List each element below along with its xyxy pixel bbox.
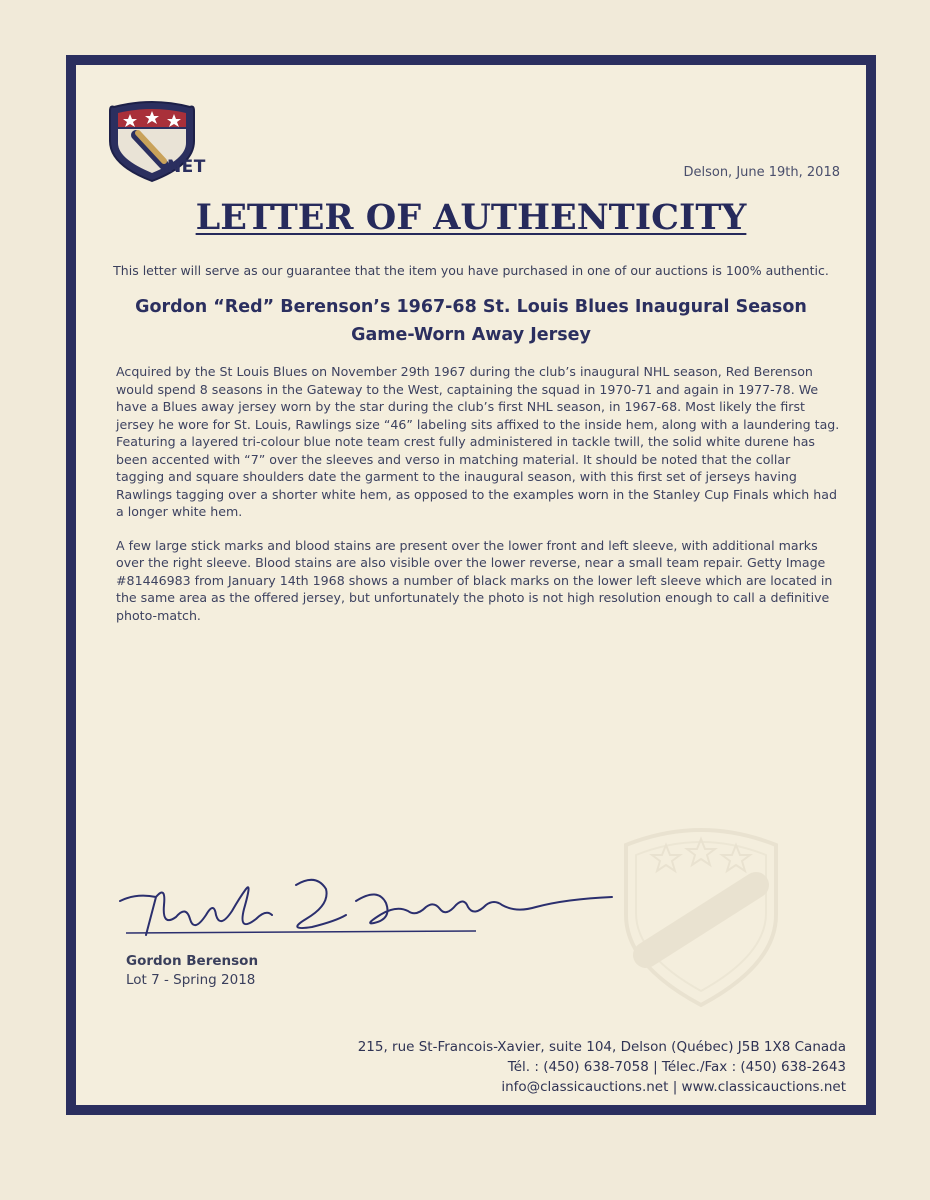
signer-name: Gordon Berenson <box>126 953 259 969</box>
body-paragraph-2: A few large stick marks and blood stains are present over the lower front and left sleeve, with additional marks over the right sleeve. Blood stains are also visible over the lower reverse, near a small team repair. Getty Image #81446983 from January 14th 1968 shows a number of black marks on the lower left sleeve which are located in the same area as the offered jersey, but unfortunately the photo is not high resolution enough to call a definitive photo-match. <box>116 537 833 623</box>
footer-contact: info@classicauctions.net | www.classicauctions.net <box>501 1079 846 1095</box>
letter-frame <box>66 55 876 1115</box>
letter-title: LETTER OF AUTHENTICITY <box>195 197 747 238</box>
logo-net-text: .NET <box>160 157 206 177</box>
item-title <box>96 293 846 349</box>
footer-address-block <box>358 1037 846 1097</box>
body-paragraph-1: Acquired by the St Louis Blues on November 29th 1967 during the club’s inaugural NHL season, Red Berenson would spend 8 seasons in the Gateway to the West, captaining the squad in 1970-71 and again in 1977-78. We have a Blues away jersey worn by the star during the club’s first NHL season, in 1967-68. Most likely the first jersey he wore for St. Louis, Rawlings size “46” labeling sits affixed to the inside hem, along with a laundering tag. Featuring a layered tri-colour blue note team crest fully administered in tackle twill, the solid white durene has been accented with “7” over the sleeves and verso in matching material. It should be noted that the collar tagging and square shoulders date the garment to the inaugural season, with this first set of jerseys having Rawlings tagging over a shorter white hem, as opposed to the examples worn in the Stanley Cup Finals which had a longer white hem. <box>116 364 840 519</box>
handwritten-signature <box>116 875 616 955</box>
footer-phone: Tél. : (450) 638-7058 | Télec./Fax : (450) 638-2643 <box>507 1059 846 1075</box>
letter-body <box>116 363 840 640</box>
footer-address: 215, rue St-Francois-Xavier, suite 104, Delson (Québec) J5B 1X8 Canada <box>357 1039 846 1055</box>
embossed-seal <box>596 805 806 1015</box>
lot-info: Lot 7 - Spring 2018 <box>126 972 256 988</box>
guarantee-statement: This letter will serve as our guarantee that the item you have purchased in one of our auctions is 100% authentic. <box>113 263 829 278</box>
item-title-line-1: Gordon “Red” Berenson’s 1967-68 St. Louis Blues Inaugural Season <box>135 297 807 317</box>
item-title-line-2: Game-Worn Away Jersey <box>351 325 591 345</box>
letter-date: Delson, June 19th, 2018 <box>683 165 840 180</box>
